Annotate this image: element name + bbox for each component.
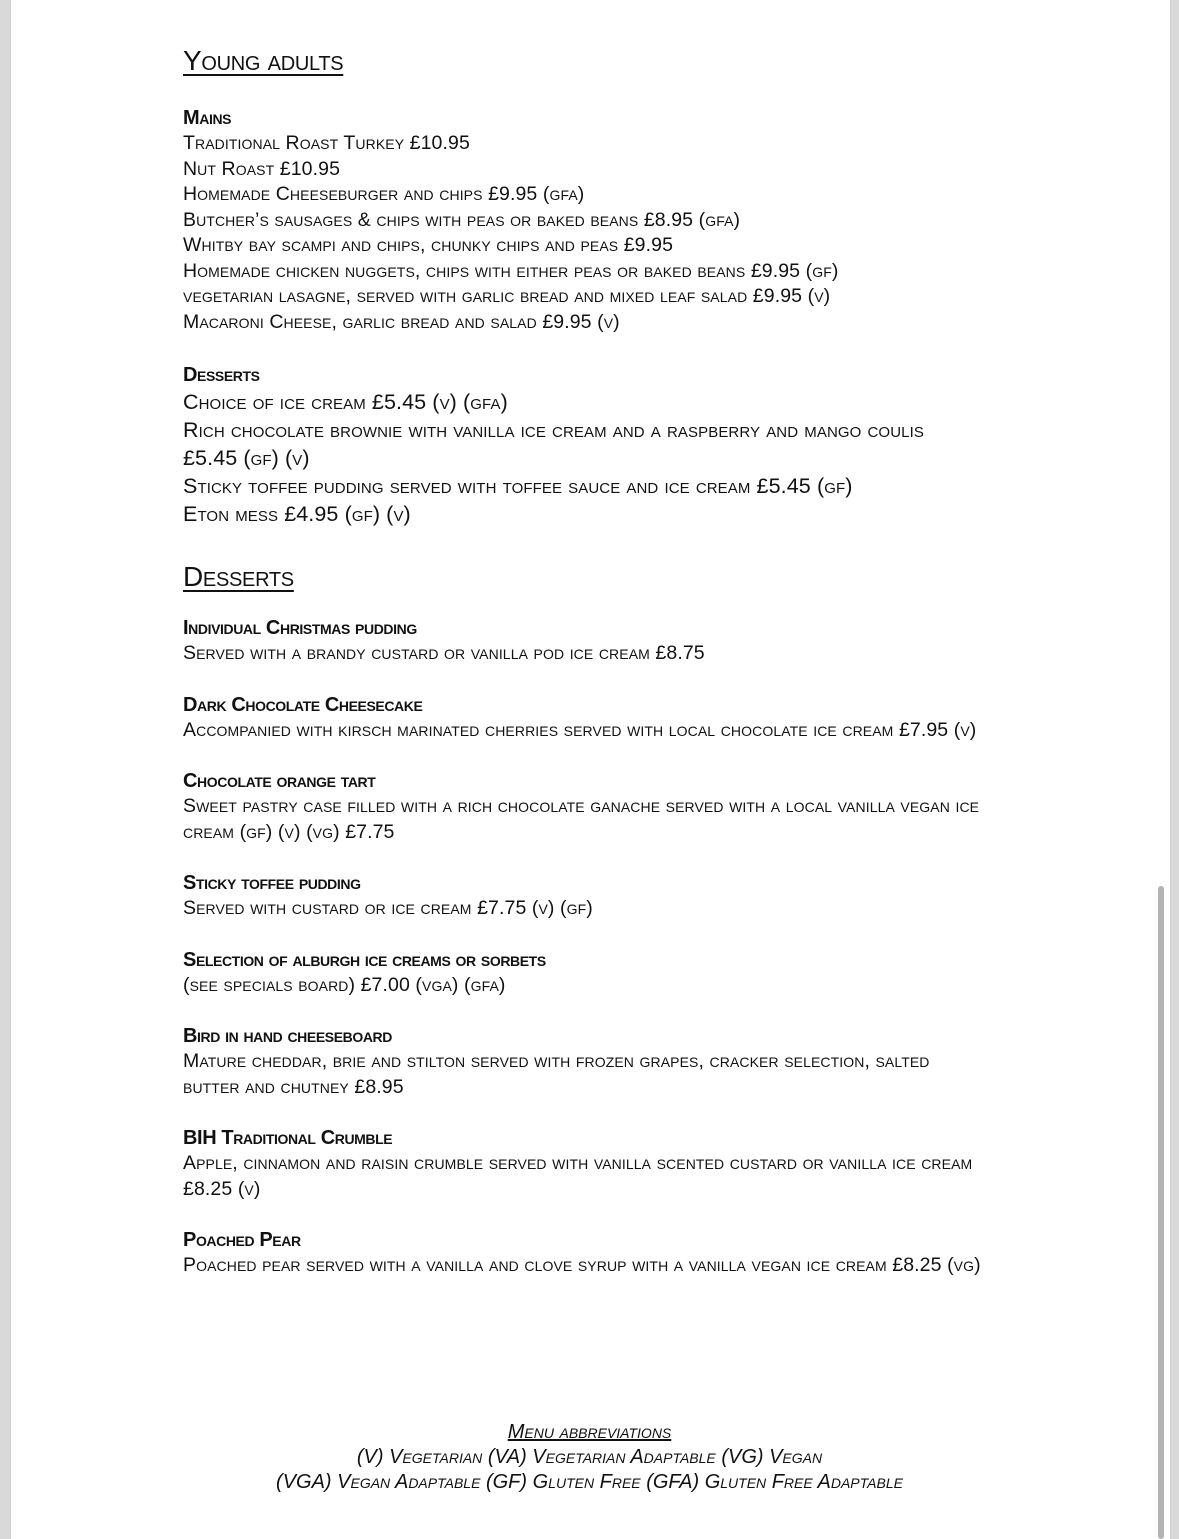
young-adults-desserts-heading: Desserts [183,364,260,386]
dessert-item [183,1024,983,1100]
young-adults-title: Young adults [183,45,344,76]
list-item: Nut Roast £10.95 [183,157,341,180]
list-item: Homemade Cheeseburger and chips £9.95 (gfa) [183,183,585,205]
dessert-item [183,1228,983,1279]
dessert-description: Sweet pastry case filled with a rich chocolate ganache served with a local vanilla vegan ice cream (gf) (v) (vg) £7.75 [183,795,980,843]
dessert-name: BIH Traditional Crumble [183,1127,393,1149]
dessert-item [183,693,983,744]
dessert-description: Served with custard or ice cream £7.75 (v) (gf) [183,897,593,919]
desserts-title: Desserts [183,561,294,592]
dessert-item [183,948,983,999]
list-item: vegetarian lasagne, served with garlic bread and mixed leaf salad £9.95 (v) [183,285,831,307]
list-item: Whitby bay scampi and chips, chunky chips and peas £9.95 [183,234,674,256]
dessert-item [183,769,983,845]
menu-content [183,44,1003,1279]
young-adults-desserts-list [183,388,973,528]
list-item: Choice of ice cream £5.45 (v) (gfa) [183,390,508,414]
list-item: Eton mess £4.95 (gf) (v) [183,502,411,526]
list-item: Butcher’s sausages & chips with peas or baked beans £8.95 (gfa) [183,208,741,231]
dessert-description: Poached pear served with a vanilla and clove syrup with a vanilla vegan ice cream £8.25 (vg) [183,1254,981,1276]
desserts-list [183,616,983,1279]
list-item: Traditional Roast Turkey £10.95 [183,132,470,154]
dessert-name: Dark Chocolate Cheesecake [183,693,423,716]
dessert-item [183,871,983,922]
list-item: Homemade chicken nuggets, chips with either peas or baked beans £9.95 (gf) [183,259,839,282]
dessert-description: (see specials board) £7.00 (vga) (gfa) [183,973,506,996]
list-item: Rich chocolate brownie with vanilla ice cream and a raspberry and mango coulis £5.45 (gf) (v) [183,418,924,470]
abbreviations-title: Menu abbreviations [507,1421,672,1443]
dessert-name: Bird in hand cheeseboard [183,1025,392,1047]
menu-abbreviations [10,1420,1169,1495]
list-item: Macaroni Cheese, garlic bread and salad £9.95 (v) [183,310,620,333]
dessert-description: Mature cheddar, brie and stilton served with frozen grapes, cracker selection, salted butter and chutney £8.95 [183,1050,930,1098]
dessert-item [183,616,983,667]
dessert-name: Selection of alburgh ice creams or sorbets [183,948,546,971]
dessert-description: Apple, cinnamon and raisin crumble served with vanilla scented custard or vanilla ice cream £8.25 (v) [183,1152,973,1200]
dessert-name: Chocolate orange tart [183,770,376,792]
dessert-name: Poached Pear [183,1229,301,1251]
abbreviations-line-1: (V) Vegetarian (VA) Vegetarian Adaptable (VG) Vegan [356,1446,823,1468]
dessert-item [183,1126,983,1202]
dessert-description: Served with a brandy custard or vanilla pod ice cream £8.75 [183,642,705,664]
abbreviations-line-2: (VGA) Vegan Adaptable (GF) Gluten Free (GFA) Gluten Free Adaptable [276,1471,903,1493]
dessert-description: Accompanied with kirsch marinated cherries served with local chocolate ice cream £7.95 (v) [183,718,977,741]
dessert-name: Individual Christmas pudding [183,617,417,639]
list-item: Sticky toffee pudding served with toffee sauce and ice cream £5.45 (gf) [183,474,853,498]
mains-heading: Mains [183,107,232,129]
dessert-name: Sticky toffee pudding [183,872,361,894]
mains-list [183,131,1003,335]
